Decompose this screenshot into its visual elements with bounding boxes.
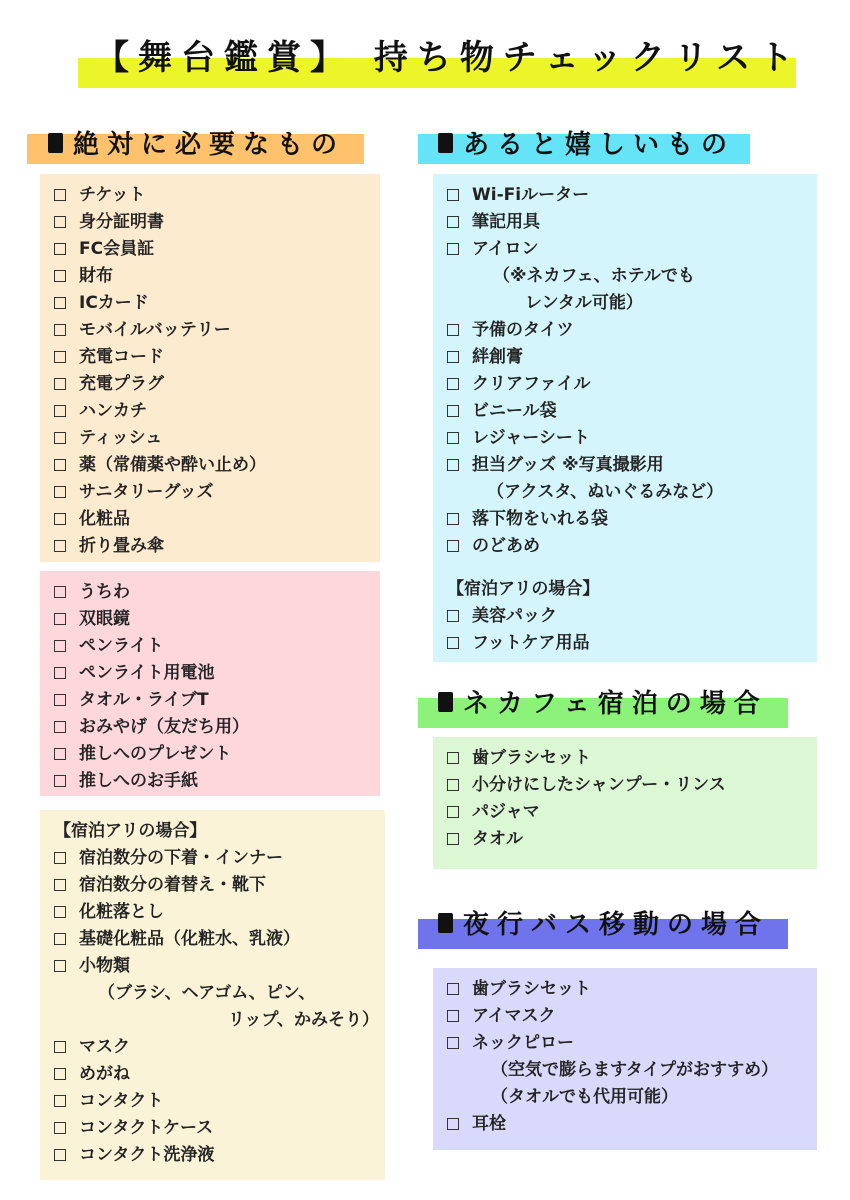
nightbus-heading <box>438 904 769 941</box>
checkbox-icon[interactable] <box>54 243 66 255</box>
checklist-item <box>54 371 380 398</box>
checklist-item <box>54 953 385 980</box>
checkbox-icon[interactable] <box>447 983 459 995</box>
checklist-item <box>54 182 380 209</box>
checklist-item <box>447 772 817 799</box>
essential-box-1 <box>40 174 380 562</box>
checklist-item <box>54 926 385 953</box>
checkbox-icon[interactable] <box>54 748 66 760</box>
checklist-item-label: 担当グッズ ※写真撮影用 <box>472 455 664 475</box>
sub-note: リップ、かみそり） <box>228 1010 379 1030</box>
sub-note: （ブラシ、ヘアゴム、ピン、 <box>98 983 316 1003</box>
checklist-item-label: 充電コード <box>79 347 164 367</box>
checklist-item-label: コンタクト <box>79 1091 164 1111</box>
checklist-item <box>54 1034 385 1061</box>
checkbox-icon[interactable] <box>54 1095 66 1107</box>
stay-note: 【宿泊アリの場合】 <box>447 579 600 599</box>
checkbox-icon[interactable] <box>54 405 66 417</box>
checklist-item-label: サニタリーグッズ <box>79 482 214 502</box>
checkbox-icon[interactable] <box>54 216 66 228</box>
checkbox-icon[interactable] <box>447 1010 459 1022</box>
checkbox-icon[interactable] <box>447 459 459 471</box>
checkbox-icon[interactable] <box>447 610 459 622</box>
checkbox-icon[interactable] <box>447 752 459 764</box>
checklist-item <box>447 603 817 630</box>
checkbox-icon[interactable] <box>447 637 459 649</box>
checkbox-icon[interactable] <box>447 351 459 363</box>
checklist-item <box>447 398 817 425</box>
checklist-item <box>447 236 817 263</box>
checklist-item-label: 宿泊数分の着替え・靴下 <box>79 875 266 895</box>
checkbox-icon[interactable] <box>54 721 66 733</box>
checklist-item <box>447 745 817 772</box>
checklist-item-label: マスク <box>79 1037 130 1057</box>
checklist-item-label: うちわ <box>79 582 130 602</box>
checklist-item <box>54 633 380 660</box>
checkbox-icon[interactable] <box>447 1037 459 1049</box>
sub-note: （※ネカフェ、ホテルでも <box>493 266 695 286</box>
checklist-item-label: アイマスク <box>472 1006 556 1026</box>
checklist-item-label: 予備のタイツ <box>472 320 574 340</box>
checklist-item-label: のどあめ <box>472 536 540 556</box>
sub-note: レンタル可能） <box>525 293 643 313</box>
sub-note: （空気で膨らますタイプがおすすめ） <box>491 1060 779 1080</box>
checkbox-icon[interactable] <box>447 378 459 390</box>
checkbox-icon[interactable] <box>54 459 66 471</box>
checkbox-icon[interactable] <box>447 432 459 444</box>
checklist-item <box>54 344 380 371</box>
stay-note: 【宿泊アリの場合】 <box>54 821 207 841</box>
checklist-item <box>54 209 380 236</box>
checklist-item-label: アイロン <box>472 239 539 259</box>
checklist-item <box>447 799 817 826</box>
checklist-item-label: 双眼鏡 <box>79 609 130 629</box>
checklist-item-label: タオル <box>472 829 523 849</box>
checklist-item-label: フットケア用品 <box>472 633 590 653</box>
checklist-item <box>54 1061 385 1088</box>
checklist-item <box>54 872 385 899</box>
checklist-item <box>54 899 385 926</box>
checklist-item-label: 歯ブラシセット <box>472 979 591 999</box>
checklist-item <box>54 263 380 290</box>
checkbox-icon[interactable] <box>54 586 66 598</box>
checklist-item-label: 美容パック <box>472 606 557 626</box>
checkbox-icon[interactable] <box>447 243 459 255</box>
checklist-item <box>54 317 380 344</box>
checklist-item-label: おみやげ（友だち用） <box>79 717 249 737</box>
netcafe-heading-text: ネカフェ宿泊の場合 <box>463 689 768 719</box>
checkbox-icon[interactable] <box>54 1068 66 1080</box>
checklist-item-label: 化粧落とし <box>79 902 164 922</box>
essential-box-2 <box>40 571 380 796</box>
checkbox-icon[interactable] <box>447 779 459 791</box>
checklist-item-label: 小物類 <box>79 956 130 976</box>
checklist-item-label: チケット <box>79 185 146 205</box>
checkbox-icon[interactable] <box>54 960 66 972</box>
checklist-item-label: 筆記用具 <box>472 212 540 232</box>
checklist-item-label: 推しへのお手紙 <box>79 771 198 791</box>
checklist-item-label: 落下物をいれる袋 <box>472 509 608 529</box>
checklist-item-label: 充電プラグ <box>79 374 164 394</box>
checklist-item-label: パジャマ <box>472 802 540 822</box>
checkbox-icon[interactable] <box>54 378 66 390</box>
checklist-item-label: 推しへのプレゼント <box>79 744 232 764</box>
checkbox-icon[interactable] <box>54 1122 66 1134</box>
checkbox-icon[interactable] <box>54 189 66 201</box>
checklist-item <box>447 182 817 209</box>
square-bullet-icon <box>48 133 63 153</box>
checkbox-icon[interactable] <box>54 513 66 525</box>
checklist-item-label: コンタクトケース <box>79 1118 214 1138</box>
checklist-item-label: コンタクト洗浄液 <box>79 1145 215 1165</box>
checklist-item <box>54 533 380 560</box>
checkbox-icon[interactable] <box>447 405 459 417</box>
checkbox-icon[interactable] <box>447 540 459 552</box>
checkbox-icon[interactable] <box>447 1118 459 1130</box>
checklist-item <box>54 768 380 795</box>
checklist-item <box>447 344 817 371</box>
checkbox-icon[interactable] <box>447 324 459 336</box>
checkbox-icon[interactable] <box>54 540 66 552</box>
checklist-item <box>54 687 380 714</box>
checklist-item <box>447 506 817 533</box>
checkbox-icon[interactable] <box>54 297 66 309</box>
nightbus-box <box>433 968 817 1150</box>
nice-heading <box>438 124 735 161</box>
checklist-item <box>447 371 817 398</box>
checklist-item <box>54 398 380 425</box>
checklist-item <box>447 976 817 1003</box>
essential-heading <box>48 124 345 161</box>
checklist-item <box>447 1003 817 1030</box>
checklist-item <box>54 425 380 452</box>
checklist-item <box>54 845 385 872</box>
checklist-item-label: 化粧品 <box>79 509 130 529</box>
sub-note: （タオルでも代用可能） <box>491 1087 678 1107</box>
netcafe-box <box>433 737 817 869</box>
checkbox-icon[interactable] <box>447 189 459 201</box>
checklist-item-label: Wi-Fiルーター <box>472 185 590 205</box>
checklist-item-label: モバイルバッテリー <box>79 320 231 340</box>
checkbox-icon[interactable] <box>447 513 459 525</box>
checkbox-icon[interactable] <box>54 1041 66 1053</box>
square-bullet-icon <box>438 913 453 933</box>
checklist-item-label: ティッシュ <box>79 428 163 448</box>
checklist-item-label: 身分証明書 <box>79 212 164 232</box>
square-bullet-icon <box>438 133 453 153</box>
checklist-item-label: 耳栓 <box>472 1114 506 1134</box>
checklist-item <box>447 1030 817 1057</box>
checklist-item-label: 折り畳み傘 <box>79 536 164 556</box>
checklist-item-label: ペンライト <box>79 636 164 656</box>
checklist-item <box>447 425 817 452</box>
checklist-item <box>447 630 817 657</box>
checklist-item <box>447 209 817 236</box>
checkbox-icon[interactable] <box>54 324 66 336</box>
checklist-item <box>54 1088 385 1115</box>
checklist-item <box>54 1115 385 1142</box>
checklist-item-label: 歯ブラシセット <box>472 748 591 768</box>
page-title: 【舞台鑑賞】 持ち物チェックリスト <box>95 38 803 78</box>
checklist-item <box>447 533 817 560</box>
checklist-item-label: ネックピロー <box>472 1033 574 1053</box>
checkbox-icon[interactable] <box>54 432 66 444</box>
checklist-item <box>447 1111 817 1138</box>
checkbox-icon[interactable] <box>54 667 66 679</box>
checkbox-icon[interactable] <box>54 351 66 363</box>
checklist-item-label: 基礎化粧品（化粧水、乳液） <box>79 929 300 949</box>
checklist-item-label: クリアファイル <box>472 374 591 394</box>
checkbox-icon[interactable] <box>54 1149 66 1161</box>
checkbox-icon[interactable] <box>54 852 66 864</box>
checklist-item-label: 薬（常備薬や酔い止め） <box>79 455 266 475</box>
checklist-item <box>447 317 817 344</box>
checklist-item <box>54 741 380 768</box>
checkbox-icon[interactable] <box>54 270 66 282</box>
essential-heading-text: 絶対に必要なもの <box>73 130 346 160</box>
checklist-item <box>54 236 380 263</box>
checkbox-icon[interactable] <box>54 694 66 706</box>
checklist-item <box>54 1142 385 1169</box>
checklist-item <box>54 579 380 606</box>
checkbox-icon[interactable] <box>54 613 66 625</box>
checklist-item <box>54 714 380 741</box>
checklist-item <box>54 660 380 687</box>
checklist-item-label: めがね <box>79 1064 130 1084</box>
checklist-item-label: ハンカチ <box>79 401 147 421</box>
checklist-item <box>447 826 817 853</box>
checkbox-icon[interactable] <box>54 775 66 787</box>
checklist-item <box>54 479 380 506</box>
checkbox-icon[interactable] <box>54 933 66 945</box>
checkbox-icon[interactable] <box>447 833 459 845</box>
checklist-item-label: 絆創膏 <box>472 347 523 367</box>
checklist-item <box>447 452 817 479</box>
nice-heading-text: あると嬉しいもの <box>463 130 736 160</box>
essential-box-3 <box>40 810 385 1180</box>
checklist-item-label: FC会員証 <box>79 239 155 259</box>
nightbus-heading-text: 夜行バス移動の場合 <box>463 910 770 940</box>
checkbox-icon[interactable] <box>54 486 66 498</box>
checkbox-icon[interactable] <box>54 640 66 652</box>
sub-note: （アクスタ、ぬいぐるみなど） <box>487 482 724 502</box>
checkbox-icon[interactable] <box>54 906 66 918</box>
checklist-item <box>54 506 380 533</box>
nice-box <box>433 174 817 662</box>
checklist-item-label: ICカード <box>79 293 149 313</box>
square-bullet-icon <box>438 692 453 712</box>
checklist-item-label: 宿泊数分の下着・インナー <box>79 848 283 868</box>
checklist-item <box>54 290 380 317</box>
checklist-item-label: タオル・ライブT <box>79 690 209 710</box>
checklist-item <box>54 452 380 479</box>
checklist-item-label: レジャーシート <box>472 428 590 448</box>
checklist-item-label: 小分けにしたシャンプー・リンス <box>472 775 726 795</box>
checklist-item-label: 財布 <box>79 266 113 286</box>
checkbox-icon[interactable] <box>54 879 66 891</box>
checklist-item-label: ビニール袋 <box>472 401 557 421</box>
checklist-item <box>54 606 380 633</box>
netcafe-heading <box>438 683 768 720</box>
checklist-item-label: ペンライト用電池 <box>79 663 215 683</box>
checkbox-icon[interactable] <box>447 216 459 228</box>
checkbox-icon[interactable] <box>447 806 459 818</box>
